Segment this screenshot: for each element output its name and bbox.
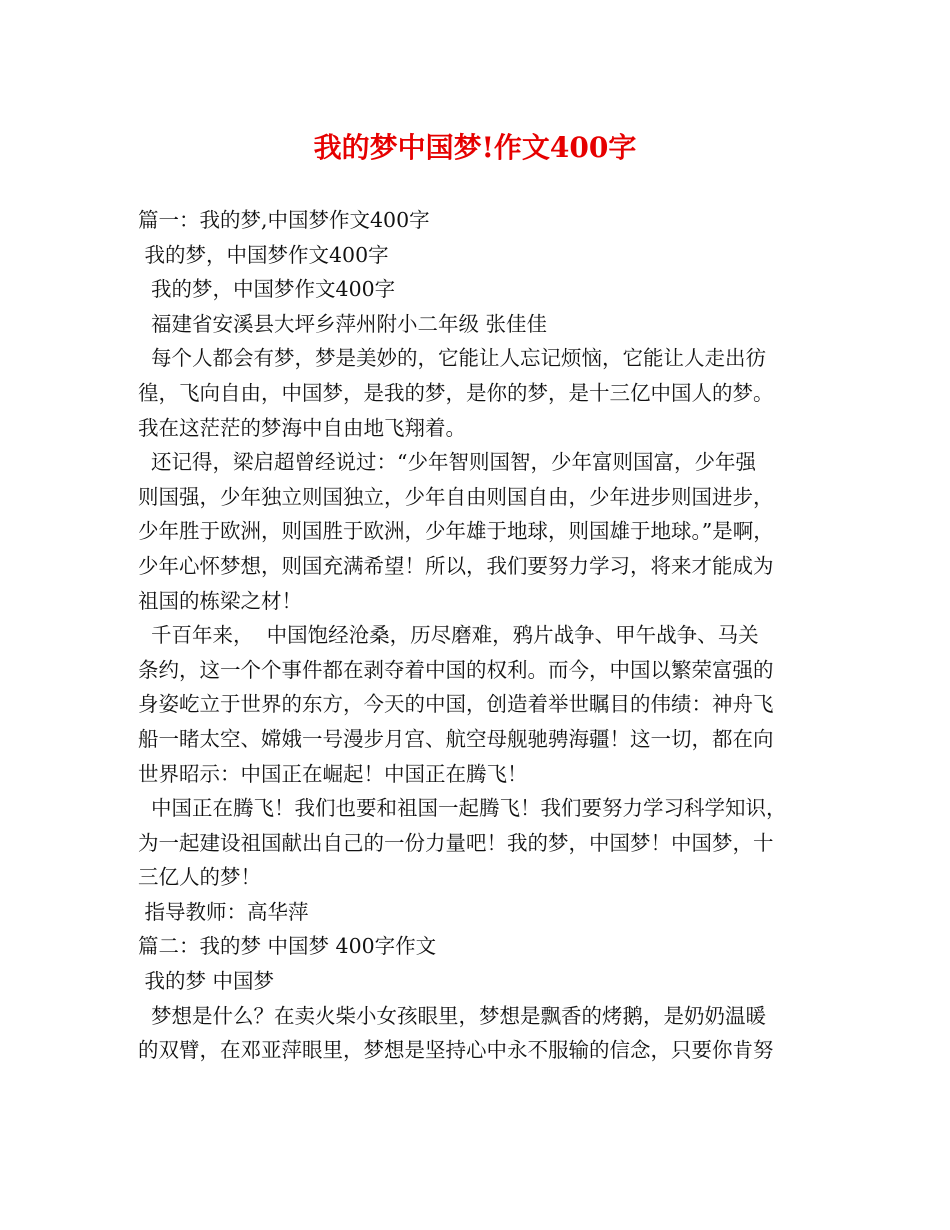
document-body [138, 203, 830, 1068]
body-line: 我的梦，中国梦作文400字 [138, 277, 396, 302]
body-line: 中国正在腾飞！我们也要和祖国一起腾飞！我们要努力学习科学知识， [138, 796, 787, 821]
body-line: 篇二：我的梦 中国梦 400字作文 [138, 934, 437, 959]
body-line: 还记得，梁启超曾经说过：“少年智则国智，少年富则国富，少年强 [138, 450, 757, 475]
body-line: 福建省安溪县大坪乡萍州附小二年级 张佳佳 [138, 311, 548, 336]
body-line: 世界昭示：中国正在崛起！中国正在腾飞！ [138, 761, 528, 786]
body-line: 身姿屹立于世界的东方，今天的中国，创造着举世瞩目的伟绩：神舟飞 [138, 692, 774, 717]
body-line: 指导教师：高华萍 [138, 899, 309, 924]
body-line: 每个人都会有梦，梦是美妙的，它能让人忘记烦恼，它能让人走出彷 [138, 346, 767, 371]
body-line: 篇一：我的梦,中国梦作文400字 [138, 208, 430, 232]
body-line: 少年心怀梦想，则国充满希望！所以，我们要努力学习，将来才能成为 [138, 553, 774, 578]
body-line: 条约，这一个个事件都在剥夺着中国的权利。而今，中国以繁荣富强的 [138, 657, 774, 682]
body-line: 祖国的栋梁之材！ [138, 588, 302, 613]
body-line: 三亿人的梦！ [138, 865, 261, 890]
body-line: 少年胜于欧洲，则国胜于欧洲，少年雄于地球，则国雄于地球。”是啊， [138, 519, 774, 544]
body-line: 我在这茫茫的梦海中自由地飞翔着。 [138, 415, 466, 440]
body-line: 徨，飞向自由，中国梦，是我的梦，是你的梦，是十三亿中国人的梦。 [138, 380, 774, 405]
body-line: 船一睹太空、嫦娥一号漫步月宫、航空母舰驰骋海疆！这一切，都在向 [138, 726, 774, 751]
body-line: 千百年来， 中国饱经沧桑，历尽磨难，鸦片战争、甲午战争、马关 [138, 623, 759, 648]
body-line: 我的梦，中国梦作文400字 [138, 242, 389, 267]
document-title: 我的梦中国梦!作文400字 [313, 131, 637, 164]
body-line: 则国强，少年独立则国独立，少年自由则国自由，少年进步则国进步， [138, 484, 774, 509]
body-line: 为一起建设祖国献出自己的一份力量吧！我的梦，中国梦！中国梦，十 [138, 830, 774, 855]
body-line: 梦想是什么？在卖火柴小女孩眼里，梦想是飘香的烤鹅，是奶奶温暖 [138, 1003, 767, 1028]
body-line: 我的梦 中国梦 [138, 969, 275, 994]
body-line: 的双臂，在邓亚萍眼里，梦想是坚持心中永不服输的信念，只要你肯努 [138, 1038, 774, 1063]
